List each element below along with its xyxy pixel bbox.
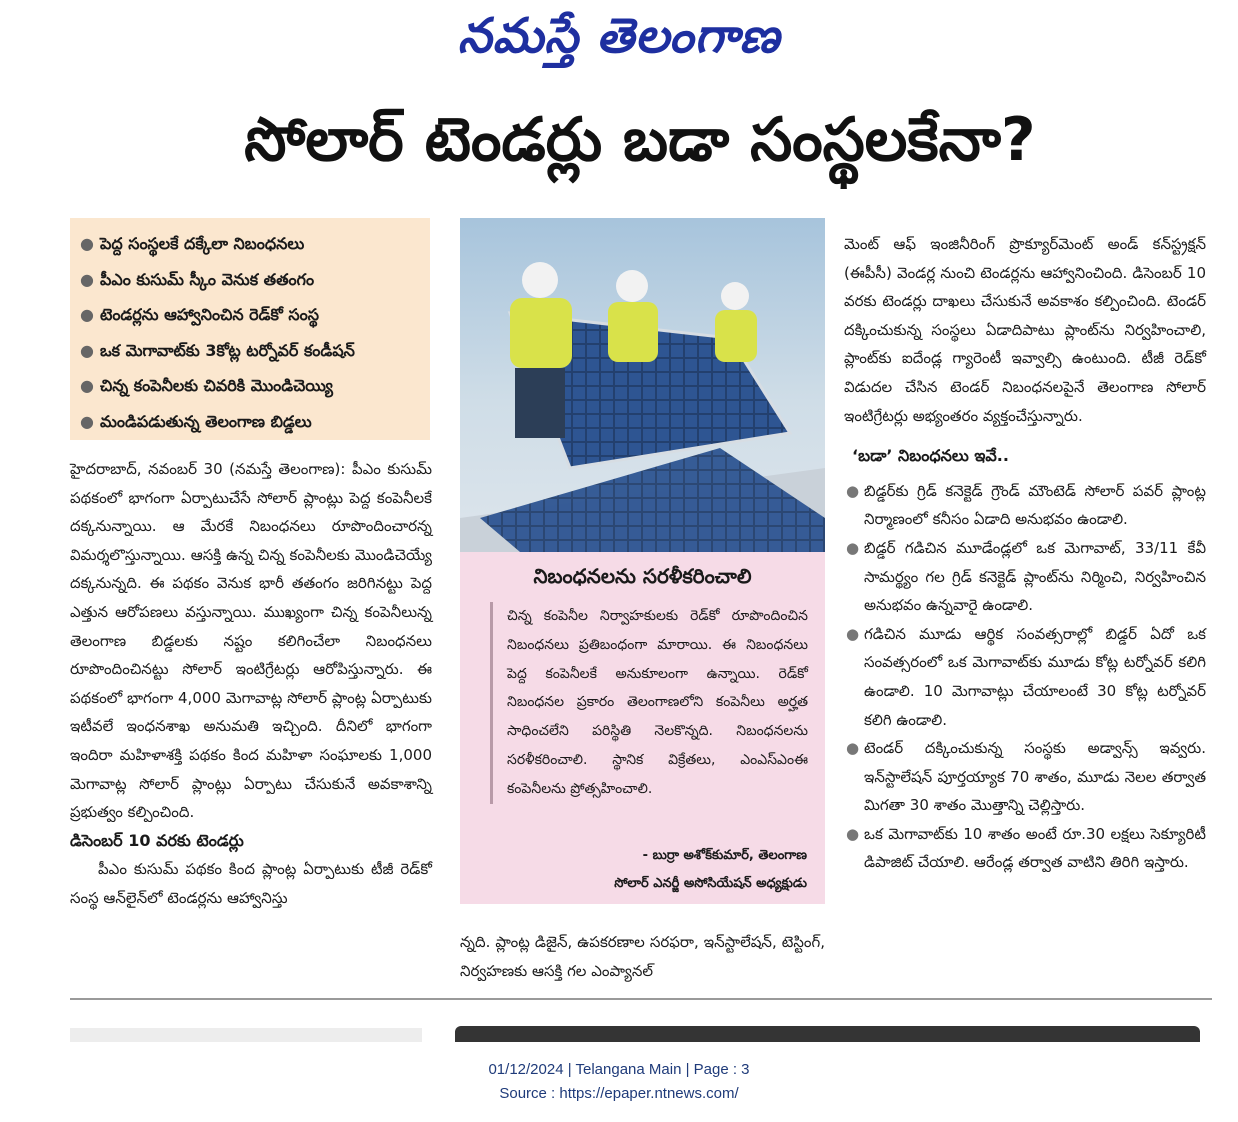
- newspaper-masthead: నమస్తే తెలంగాణ: [457, 8, 781, 64]
- next-article-headline-cropped: [455, 1026, 1200, 1042]
- body-paragraph: పీఎం కుసుమ్ పథకం కింద ప్లాంట్ల ఏర్పాటుకు టీజీ రెడ్‌కో సంస్థ ఆన్‌లైన్‌లో టెండర్లను ఆహ్వానిస్తు: [70, 860, 432, 907]
- highlight-item: ● మండిపడుతున్న తెలంగాణ బిడ్డలు: [80, 411, 312, 431]
- bullet-icon: ●: [80, 376, 94, 395]
- left-column: [70, 455, 432, 913]
- highlight-item: ● చిన్న కంపెనీలకు చివరికి మొండిచెయ్యి: [80, 376, 334, 395]
- bullet-icon: ●: [80, 269, 94, 289]
- bullet-icon: ●: [846, 739, 860, 758]
- section-divider: [70, 998, 1212, 1000]
- bullet-icon: ●: [80, 411, 94, 431]
- body-paragraph: మెంట్ ఆఫ్ ఇంజినీరింగ్ ప్రొక్యూర్‌మెంట్ అండ్ కన్‌స్ట్రక్షన్ (ఈపీసీ) వెండర్ల నుంచి టెండర్లను ఆహ్వానించింది. డిసెంబర్ 10 వరకు టెండర్లు దాఖలు చేసుకునే అవకాశం కల్పించింది. టెండర్ దక్కించుకున్న సంస్థలు ఏడాదిపాటు ప్లాంట్‌ను నిర్వహించాలి, ప్లాంట్‌కు ఐదేండ్ల గ్యారెంటీ ఇవ్వాల్సి ఉంటుంది. టీజీ రెడ్‌కో విడుదల చేసిన టెండర్ నిబంధనలపైనే తెలంగాణ సోలార్ ఇంటిగ్రేటర్లు అభ్యంతరం వ్యక్తంచేస్తున్నారు.: [844, 235, 1206, 425]
- edition-info: 01/12/2024 | Telangana Main | Page : 3: [488, 1061, 750, 1078]
- right-column: [844, 230, 1206, 877]
- rule-item: ● ఒక మెగావాట్‌కు 10 శాతం అంటే రూ.30 లక్షలు సెక్యూరిటీ డిపాజిట్ చేయాలి. ఆరేండ్ల తర్వాత వాటిని తిరిగి ఇస్తారు.: [844, 820, 1206, 877]
- solar-workers-photo: [460, 218, 825, 552]
- bullet-icon: ●: [80, 305, 94, 324]
- quote-byline: - బుర్రా అశోక్‌కుమార్, తెలంగాణ సోలార్ ఎనర్జీ అసోసియేషన్ అధ్యక్షుడు: [614, 848, 807, 891]
- page-footer: [0, 1058, 1238, 1106]
- bullet-icon: ●: [846, 481, 860, 500]
- section-subhead: డిసెంబర్ 10 వరకు టెండర్లు: [70, 830, 244, 850]
- bullet-icon: ●: [80, 234, 94, 253]
- rule-item: ● బిడ్డర్‌కు గ్రిడ్ కనెక్టెడ్ గ్రౌండ్ మౌంటెడ్ సోలార్ పవర్ ప్లాంట్ల నిర్మాణంలో కనీసం ఏడాది అనుభవం ఉండాలి.: [844, 477, 1206, 534]
- quote-box-title: నిబంధనలను సరళీకరించాలి: [533, 564, 752, 588]
- highlight-item: ● పెద్ద సంస్థలకే దక్కేలా నిబంధనలు: [80, 234, 305, 253]
- middle-continued-text: న్నది. ప్లాంట్ల డిజైన్, ఉపకరణాల సరఫరా, ఇన్‌స్టాలేషన్, టెస్టింగ్, నిర్వహణకు ఆసక్తి గల ఎంప్యానల్: [460, 933, 825, 980]
- bullet-icon: ●: [846, 624, 860, 643]
- rule-item: ● బిడ్డర్ గడిచిన మూడేండ్లలో ఒక మెగావాట్, 33/11 కేవీ సామర్థ్యం గల గ్రిడ్ కనెక్టెడ్ ప్లాంట్‌ను నిర్మించి, నిర్వహించిన అనుభవం ఉన్నవారై ఉండాలి.: [844, 534, 1206, 620]
- quote-box: [460, 552, 825, 904]
- highlight-item: ● పీఎం కుసుమ్ స్కీం వెనుక తతంగం: [80, 269, 315, 289]
- bullet-icon: ●: [846, 538, 860, 557]
- source-link[interactable]: Source : https://epaper.ntnews.com/: [499, 1085, 739, 1102]
- bullet-icon: ●: [80, 340, 94, 360]
- body-paragraph: హైదరాబాద్, నవంబర్ 30 (నమస్తే తెలంగాణ): పీఎం కుసుమ్ పథకంలో భాగంగా ఏర్పాటుచేసే సోలార్ ప్లాంట్లు పెద్ద కంపెనీలకే దక్కనున్నాయి. ఆ మేరకే నిబంధనలు రూపొందించారన్న విమర్శలొస్తున్నాయి. ఆసక్తి ఉన్న చిన్న కంపెనీలకు మొండిచెయ్యే దక్కనున్నది. ఈ పథకం వెనుక భారీ తతంగం జరిగినట్టు పెద్ద ఎత్తున ఆరోపణలు వస్తున్నాయి. ముఖ్యంగా చిన్న కంపెనీలున్న తెలంగాణ బిడ్డలకు నష్టం కలిగించేలా నిబంధనలు రూపొందించినట్టు సోలార్ ఇంటిగ్రేటర్లు ఆరోపిస్తున్నారు. ఈ పథకంలో భాగంగా 4,000 మెగావాట్ల సోలార్ ప్లాంట్ల ఏర్పాటుకు ఇటీవలే ఇంధనశాఖ అనుమతి ఇచ్చింది. దీనిలో భాగంగా ఇందిరా మహిళాశక్తి పథకం కింద మహిళా సంఘాలకు 1,000 మెగావాట్ల సోలార్ ప్లాంట్లు ఏర్పాటు చేసుకునే అవకాశాన్ని ప్రభుత్వం కల్పించింది.: [70, 460, 432, 822]
- quote-body: చిన్న కంపెనీల నిర్వాహకులకు రెడ్‌కో రూపొందించిన నిబంధనలు ప్రతిబంధంగా మారాయి. ఈ నిబంధనలు పెద్ద కంపెనీలకే అనుకూలంగా ఉన్నాయి. రెడ్‌కో నిబంధనల ప్రకారం తెలంగాణలోని కంపెనీలు అర్హత సాధించలేని పరిస్థితి నెలకొన్నది. నిబంధనలను సరళీకరించాలి. స్థానిక విక్రేతలు, ఎంఎస్‌ఎంఈ కంపెనీలను ప్రోత్సహించాలి.: [490, 602, 808, 804]
- section-subhead: ‘బడా’ నిబంధనలు ఇవే..: [852, 446, 1009, 466]
- next-article-strip: [70, 1028, 422, 1042]
- article-headline: సోలార్ టెండర్లు బడా సంస్థలకేనా?: [244, 105, 1036, 175]
- highlights-box: [70, 218, 430, 440]
- highlight-item: ● ఒక మెగావాట్‌కు 3కోట్ల టర్నోవర్ కండీషన్: [80, 340, 355, 360]
- bullet-icon: ●: [846, 824, 860, 843]
- rule-item: ● గడిచిన మూడు ఆర్థిక సంవత్సరాల్లో బిడ్డర్ ఏదో ఒక సంవత్సరంలో ఒక మెగావాట్‌కు మూడు కోట్ల టర్నోవర్ కలిగి ఉండాలి. 10 మెగావాట్లు చేయాలంటే 30 కోట్ల టర్నోవర్ కలిగి ఉండాలి.: [844, 620, 1206, 734]
- highlight-item: ● టెండర్లను ఆహ్వానించిన రెడ్‌కో సంస్థ: [80, 305, 319, 324]
- rule-item: ● టెండర్ దక్కించుకున్న సంస్థకు అడ్వాన్స్ ఇవ్వరు. ఇన్‌స్టాలేషన్ పూర్తయ్యాక 70 శాతం, మూడు నెలల తర్వాత మిగతా 30 శాతం మొత్తాన్ని చెల్లిస్తారు.: [844, 734, 1206, 820]
